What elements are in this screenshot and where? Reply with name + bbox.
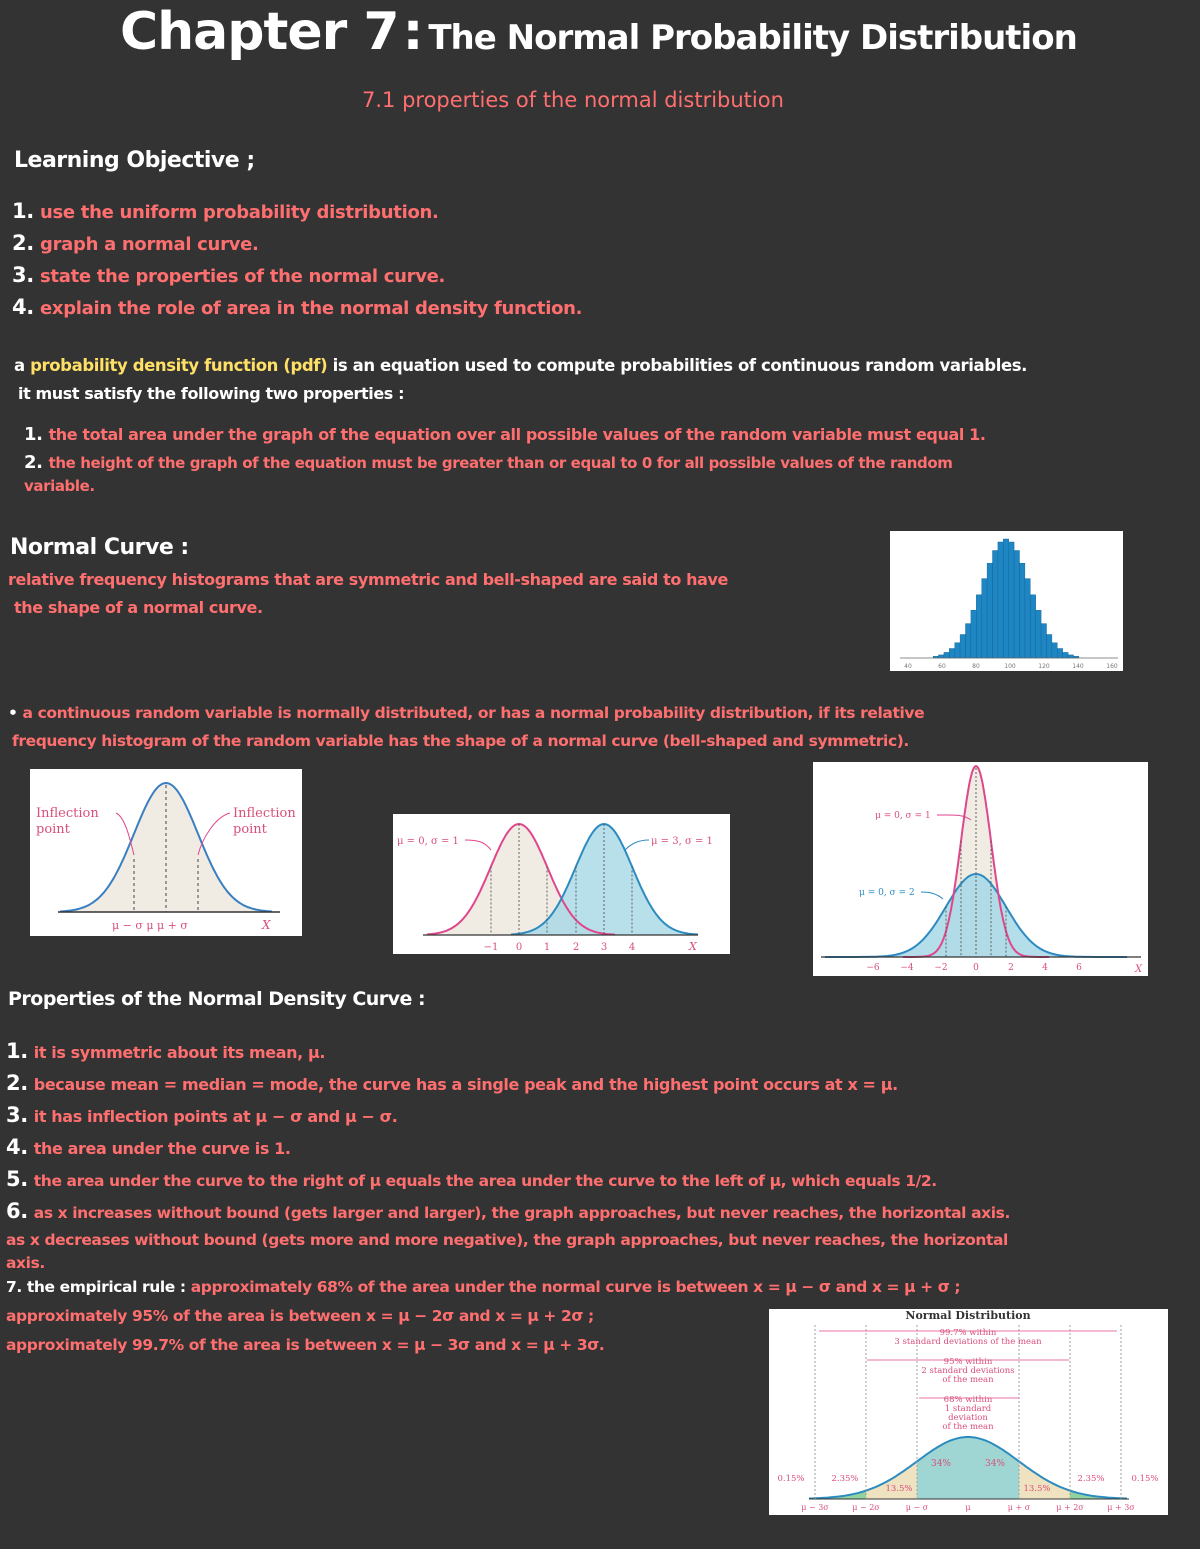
- svg-text:X: X: [689, 940, 697, 953]
- fig3-label-top: μ = 0, σ = 1: [875, 811, 931, 821]
- svg-text:3 standard deviations of the m: 3 standard deviations of the mean: [894, 1337, 1042, 1347]
- list-item: 1. use the uniform probability distribution.: [12, 199, 439, 223]
- histogram-bar: [955, 643, 960, 658]
- fig3-tick-label: −4: [900, 963, 914, 973]
- svg-text:of the mean: of the mean: [942, 1422, 994, 1432]
- svg-text:1 standard: 1 standard: [944, 1404, 992, 1414]
- histogram-tick-label: 100: [1004, 663, 1016, 670]
- spread-figure: [813, 762, 1148, 976]
- svg-text:of the mean: of the mean: [942, 1375, 994, 1385]
- fig3-label-mid: μ = 0, σ = 2: [859, 888, 915, 898]
- histogram-bar: [993, 551, 998, 659]
- svg-text:2.35%: 2.35%: [831, 1474, 859, 1484]
- fig1-axis-label: μ − σ μ μ + σ: [112, 919, 188, 932]
- title-colon: :: [402, 2, 423, 62]
- histogram-bar: [966, 624, 971, 658]
- histogram-figure: [890, 531, 1123, 671]
- properties-list: [6, 1036, 1010, 1274]
- fig2-label-right: μ = 3, σ = 1: [651, 836, 713, 847]
- svg-text:13.5%: 13.5%: [1023, 1484, 1051, 1494]
- empirical-rule-line1: 7. the empirical rule : approximately 68% of the area under the normal curve is between x = μ − σ and x = μ + σ ;: [6, 1278, 961, 1296]
- section-subtitle: 7.1 properties of the normal distribution: [362, 88, 784, 112]
- fig4-tick-label: μ + 3σ: [1107, 1503, 1135, 1512]
- histogram-tick-label: 140: [1072, 663, 1084, 670]
- svg-text:0.15%: 0.15%: [777, 1474, 805, 1484]
- histogram-bar: [944, 652, 949, 658]
- fig2-tick-label: 3: [600, 942, 608, 953]
- svg-text:X: X: [262, 918, 271, 932]
- histogram-bar: [1068, 655, 1073, 658]
- histogram-tick-label: 60: [938, 663, 946, 670]
- pdf-properties-list: [24, 420, 986, 496]
- pdf-term: probability density function (pdf): [30, 356, 328, 375]
- pdf-line2: it must satisfy the following two properties :: [18, 384, 405, 403]
- chapter-title: Chapter 7: [120, 2, 399, 62]
- svg-text:0.15%: 0.15%: [1131, 1474, 1159, 1484]
- svg-text:13.5%: 13.5%: [885, 1484, 913, 1494]
- svg-text:68% within: 68% within: [943, 1395, 993, 1405]
- fig2-tick-label: 0: [515, 942, 523, 953]
- distributed-line2: frequency histogram of the random variable has the shape of a normal curve (bell-shaped and symmetric).: [12, 732, 909, 750]
- histogram-tick-label: 80: [972, 663, 980, 670]
- histogram-svg: [890, 531, 1123, 671]
- fig4-tick-label: μ: [965, 1503, 971, 1512]
- fig4-tick-label: μ − 3σ: [801, 1503, 829, 1512]
- histogram-bar: [1014, 551, 1019, 659]
- svg-text:point: point: [233, 822, 267, 837]
- distributed-line1: • a continuous random variable is normally distributed, or has a normal probability distribution, if its relative: [8, 704, 925, 722]
- normal-curve-line1: relative frequency histograms that are symmetric and bell-shaped are said to have: [8, 570, 728, 589]
- histogram-bar: [998, 542, 1003, 658]
- histogram-bar: [1030, 595, 1035, 658]
- empirical-rule-line2: approximately 95% of the area is between x = μ − 2σ and x = μ + 2σ ;: [6, 1307, 594, 1325]
- empirical-rule-line3: approximately 99.7% of the area is between x = μ − 3σ and x = μ + 3σ.: [6, 1336, 605, 1354]
- properties-heading: Properties of the Normal Density Curve :: [8, 988, 426, 1010]
- fig4-tick-label: μ + 2σ: [1056, 1503, 1084, 1512]
- fig2-tick-label: 2: [572, 942, 580, 953]
- fig4-tick-label: μ − σ: [905, 1503, 929, 1512]
- histogram-bar: [949, 649, 954, 659]
- normal-curve-heading: Normal Curve :: [10, 535, 189, 560]
- histogram-bar: [1009, 542, 1014, 658]
- list-item: 3. state the properties of the normal curve.: [12, 263, 446, 287]
- list-item: 2. graph a normal curve.: [12, 231, 259, 255]
- page-title: The Normal Probability Distribution: [428, 18, 1077, 58]
- list-item: 2. the height of the graph of the equation must be greater than or equal to 0 for all possible values of the random: [24, 452, 953, 473]
- svg-text:2 standard deviations: 2 standard deviations: [921, 1366, 1015, 1376]
- svg-text:deviation: deviation: [948, 1413, 988, 1423]
- list-item: 5. the area under the curve to the right of μ equals the area under the curve to the left of μ, which equals 1/2.: [6, 1167, 937, 1191]
- learning-objective-list: [12, 196, 582, 324]
- list-item: 3. it has inflection points at μ − σ and μ − σ.: [6, 1103, 398, 1127]
- histogram-bar: [1063, 652, 1068, 658]
- histogram-bar: [1020, 563, 1025, 658]
- fig3-tick-label: 4: [1042, 963, 1048, 973]
- fig4-title: Normal Distribution: [905, 1309, 1031, 1322]
- histogram-bar: [939, 655, 944, 658]
- histogram-bar: [1025, 579, 1030, 658]
- histogram-bar: [1036, 610, 1041, 658]
- svg-text:95% within: 95% within: [943, 1357, 993, 1367]
- list-item: 4. the area under the curve is 1.: [6, 1135, 291, 1159]
- histogram-bar: [971, 610, 976, 658]
- svg-text:X: X: [1135, 964, 1143, 975]
- fig2-tick-label: 1: [543, 942, 551, 953]
- histogram-tick-label: 160: [1106, 663, 1118, 670]
- fig3-tick-label: −2: [934, 963, 948, 973]
- svg-text:34%: 34%: [930, 1459, 952, 1469]
- fig2-label-left: μ = 0, σ = 1: [397, 836, 459, 847]
- list-item: 6. as x increases without bound (gets larger and larger), the graph approaches, but never reaches, the horizontal axis.: [6, 1199, 1010, 1223]
- histogram-bar: [1052, 643, 1057, 658]
- histogram-bar: [1041, 624, 1046, 658]
- histogram-bar: [1057, 649, 1062, 659]
- fig4-tick-label: μ + σ: [1007, 1503, 1031, 1512]
- normal-curve-line2: the shape of a normal curve.: [14, 598, 263, 617]
- svg-text:2.35%: 2.35%: [1077, 1474, 1105, 1484]
- shifted-mean-figure: [393, 814, 730, 954]
- inflection-left-label: Inflection: [36, 806, 99, 821]
- svg-text:point: point: [36, 822, 70, 837]
- list-item: 4. explain the role of area in the normal density function.: [12, 295, 583, 319]
- fig2-tick-label: 4: [628, 942, 636, 953]
- histogram-bar: [982, 579, 987, 658]
- histogram-tick-label: 120: [1038, 663, 1050, 670]
- fig3-tick-label: 6: [1076, 963, 1082, 973]
- svg-text:99.7% within: 99.7% within: [939, 1328, 997, 1338]
- list-item: 1. the total area under the graph of the equation over all possible values of the random variable must equal 1.: [24, 424, 986, 445]
- list-item: variable.: [24, 477, 95, 495]
- histogram-bar: [1003, 539, 1008, 658]
- list-item: 1. it is symmetric about its mean, μ.: [6, 1039, 325, 1063]
- svg-text:34%: 34%: [984, 1459, 1006, 1469]
- fig3-tick-label: 2: [1008, 963, 1014, 973]
- fig3-tick-label: −6: [866, 963, 880, 973]
- list-item: 2. because mean = median = mode, the curve has a single peak and the highest point occurs at x = μ.: [6, 1071, 898, 1095]
- pdf-definition: a probability density function (pdf) is an equation used to compute probabilities of continuous random variables.: [14, 356, 1028, 375]
- histogram-tick-label: 40: [904, 663, 912, 670]
- fig2-tick-label: −1: [483, 942, 499, 953]
- fig4-tick-label: μ − 2σ: [852, 1503, 880, 1512]
- list-item: axis.: [6, 1254, 45, 1272]
- learning-objective-heading: Learning Objective ;: [14, 148, 255, 173]
- inflection-figure: [30, 769, 302, 936]
- inflection-right-label: Inflection: [233, 806, 296, 821]
- histogram-bar: [1047, 635, 1052, 659]
- histogram-bar: [976, 595, 981, 658]
- empirical-rule-figure: [769, 1309, 1168, 1515]
- histogram-bar: [960, 635, 965, 659]
- histogram-bar: [987, 563, 992, 658]
- fig3-tick-label: 0: [973, 963, 979, 973]
- list-item: as x decreases without bound (gets more and more negative), the graph approaches, but never reaches, the horizontal: [6, 1231, 1008, 1249]
- page-header: [120, 2, 1077, 62]
